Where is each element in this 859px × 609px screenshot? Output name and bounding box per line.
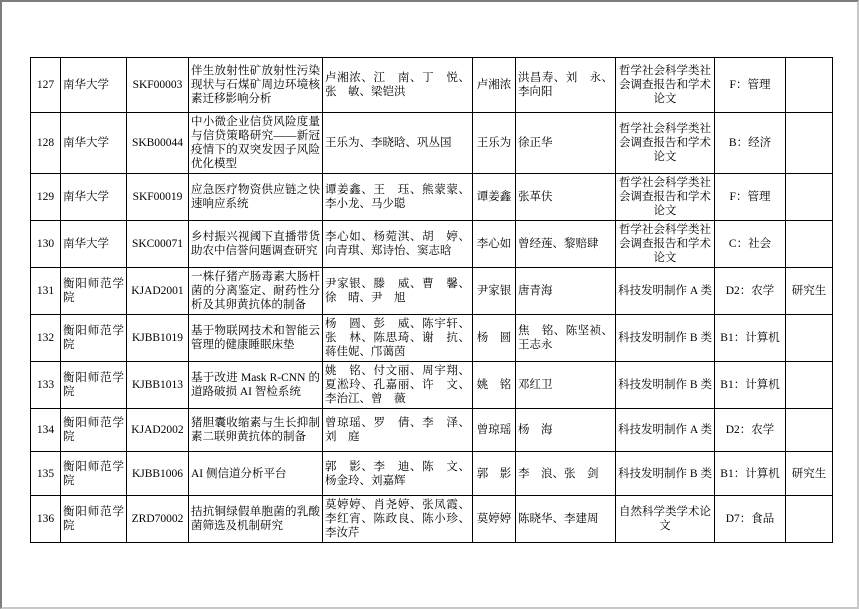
project-title-cell: AI 侧信道分析平台 — [189, 452, 323, 496]
student-type-cell — [786, 174, 833, 221]
table-row — [31, 268, 833, 315]
row-number-cell: 130 — [31, 221, 61, 268]
school-cell: 衡阳师范学院 — [61, 452, 127, 496]
row-number-cell: 134 — [31, 409, 61, 452]
team-members-cell: 谭姜鑫、王 珏、熊蒙蒙、李小龙、马少聪 — [323, 174, 473, 221]
discipline-group-cell: B1：计算机 — [715, 315, 786, 362]
student-type-cell — [786, 362, 833, 409]
table-row — [31, 174, 833, 221]
project-code-cell: KJBB1006 — [127, 452, 189, 496]
row-number-cell: 127 — [31, 58, 61, 113]
student-type-cell — [786, 113, 833, 174]
project-code-cell: SKB00044 — [127, 113, 189, 174]
discipline-group-cell: B1：计算机 — [715, 452, 786, 496]
discipline-group-cell: D7：食品 — [715, 496, 786, 543]
entry-category-cell: 哲学社会科学类社会调查报告和学术论文 — [616, 113, 715, 174]
student-type-cell — [786, 409, 833, 452]
team-leader-cell: 李心如 — [473, 221, 516, 268]
discipline-group-cell: B1：计算机 — [715, 362, 786, 409]
project-code-cell: SKF00003 — [127, 58, 189, 113]
advisors-cell: 徐正华 — [516, 113, 616, 174]
project-code-cell: KJBB1013 — [127, 362, 189, 409]
student-type-cell — [786, 315, 833, 362]
row-number-cell: 136 — [31, 496, 61, 543]
project-title-cell: 基于物联网技术和智能云管理的健康睡眠床垫 — [189, 315, 323, 362]
project-title-cell: 乡村振兴视阈下直播带货助农中信誉问题调查研究 — [189, 221, 323, 268]
discipline-group-cell: B：经济 — [715, 113, 786, 174]
entry-category-cell: 哲学社会科学类社会调查报告和学术论文 — [616, 58, 715, 113]
table-row — [31, 113, 833, 174]
project-title-cell: 拮抗铜绿假单胞菌的乳酸菌筛选及机制研究 — [189, 496, 323, 543]
project-code-cell: KJBB1019 — [127, 315, 189, 362]
team-leader-cell: 尹家银 — [473, 268, 516, 315]
project-title-cell: 一株仔猪产肠毒素大肠杆菌的分离鉴定、耐药性分析及其卵黄抗体的制备 — [189, 268, 323, 315]
row-number-cell: 129 — [31, 174, 61, 221]
project-title-cell: 中小微企业信贷风险度量与信贷策略研究——新冠疫情下的双突发因子风险优化模型 — [189, 113, 323, 174]
project-title-cell: 伴生放射性矿放射性污染现状与石煤矿周边环境核素迁移影响分析 — [189, 58, 323, 113]
project-code-cell: SKC00071 — [127, 221, 189, 268]
project-code-cell: KJAD2002 — [127, 409, 189, 452]
project-title-cell: 猪胆囊收缩素与生长抑制素二联卵黄抗体的制备 — [189, 409, 323, 452]
advisors-cell: 李 浪、张 剑 — [516, 452, 616, 496]
school-cell: 南华大学 — [61, 221, 127, 268]
advisors-cell: 洪昌寿、刘 永、李向阳 — [516, 58, 616, 113]
team-members-cell: 曾琼瑶、罗 倩、李 泽、刘 庭 — [323, 409, 473, 452]
school-cell: 南华大学 — [61, 174, 127, 221]
team-members-cell: 李心如、杨菀淇、胡 婷、向青琪、郑诗怡、窦志晗 — [323, 221, 473, 268]
school-cell: 南华大学 — [61, 58, 127, 113]
discipline-group-cell: D2：农学 — [715, 268, 786, 315]
school-cell: 衡阳师范学院 — [61, 315, 127, 362]
team-members-cell: 王乐为、李晓晗、巩丛国 — [323, 113, 473, 174]
discipline-group-cell: C：社会 — [715, 221, 786, 268]
row-number-cell: 135 — [31, 452, 61, 496]
entry-category-cell: 科技发明制作 A 类 — [616, 409, 715, 452]
table-body — [31, 58, 833, 543]
table-row — [31, 409, 833, 452]
entry-category-cell: 科技发明制作 B 类 — [616, 315, 715, 362]
student-type-cell — [786, 221, 833, 268]
team-members-cell: 尹家银、滕 威、曹 馨、徐 晴、尹 旭 — [323, 268, 473, 315]
team-leader-cell: 卢湘浓 — [473, 58, 516, 113]
advisors-cell: 唐青海 — [516, 268, 616, 315]
table-row — [31, 452, 833, 496]
table-row — [31, 58, 833, 113]
table-row — [31, 315, 833, 362]
team-leader-cell: 谭姜鑫 — [473, 174, 516, 221]
team-leader-cell: 姚 铭 — [473, 362, 516, 409]
row-number-cell: 132 — [31, 315, 61, 362]
discipline-group-cell: F：管理 — [715, 58, 786, 113]
school-cell: 衡阳师范学院 — [61, 496, 127, 543]
table-row — [31, 362, 833, 409]
project-title-cell: 应急医疗物资供应链之快速响应系统 — [189, 174, 323, 221]
advisors-cell: 陈晓华、李建周 — [516, 496, 616, 543]
team-leader-cell: 杨 圆 — [473, 315, 516, 362]
advisors-cell: 邓红卫 — [516, 362, 616, 409]
team-members-cell: 姚 铭、付文丽、周宇翔、夏淞玲、孔嘉丽、许 文、李治江、曾 薇 — [323, 362, 473, 409]
entry-category-cell: 科技发明制作 B 类 — [616, 452, 715, 496]
student-type-cell: 研究生 — [786, 452, 833, 496]
student-type-cell — [786, 496, 833, 543]
entry-category-cell: 科技发明制作 A 类 — [616, 268, 715, 315]
team-leader-cell: 曾琼瑶 — [473, 409, 516, 452]
team-leader-cell: 郭 影 — [473, 452, 516, 496]
entry-category-cell: 哲学社会科学类社会调查报告和学术论文 — [616, 174, 715, 221]
entry-category-cell: 科技发明制作 B 类 — [616, 362, 715, 409]
advisors-cell: 焦 铭、陈坚祯、王志永 — [516, 315, 616, 362]
team-leader-cell: 莫婷婷 — [473, 496, 516, 543]
team-members-cell: 卢湘浓、江 南、丁 悦、张 敏、梁铠洪 — [323, 58, 473, 113]
awards-table — [30, 57, 833, 543]
advisors-cell: 曾经莲、黎赔肆 — [516, 221, 616, 268]
entry-category-cell: 自然科学类学术论文 — [616, 496, 715, 543]
project-code-cell: ZRD70002 — [127, 496, 189, 543]
row-number-cell: 128 — [31, 113, 61, 174]
student-type-cell — [786, 58, 833, 113]
project-code-cell: KJAD2001 — [127, 268, 189, 315]
team-members-cell: 莫婷婷、肖尧婷、张凤霞、李红宵、陈政良、陈小珍、李汝芹 — [323, 496, 473, 543]
school-cell: 南华大学 — [61, 113, 127, 174]
table-row — [31, 496, 833, 543]
school-cell: 衡阳师范学院 — [61, 268, 127, 315]
discipline-group-cell: F：管理 — [715, 174, 786, 221]
row-number-cell: 133 — [31, 362, 61, 409]
school-cell: 衡阳师范学院 — [61, 409, 127, 452]
project-code-cell: SKF00019 — [127, 174, 189, 221]
advisors-cell: 张革伕 — [516, 174, 616, 221]
project-title-cell: 基于改进 Mask R-CNN 的道路破损 AI 智检系统 — [189, 362, 323, 409]
row-number-cell: 131 — [31, 268, 61, 315]
school-cell: 衡阳师范学院 — [61, 362, 127, 409]
discipline-group-cell: D2：农学 — [715, 409, 786, 452]
advisors-cell: 杨 海 — [516, 409, 616, 452]
team-members-cell: 郭 影、李 迪、陈 文、杨金玲、刘嘉辉 — [323, 452, 473, 496]
team-members-cell: 杨 圆、彭 威、陈宇轩、张 林、陈思琦、谢 抗、蒋佳妮、邝蔼茵 — [323, 315, 473, 362]
table-row — [31, 221, 833, 268]
team-leader-cell: 王乐为 — [473, 113, 516, 174]
entry-category-cell: 哲学社会科学类社会调查报告和学术论文 — [616, 221, 715, 268]
student-type-cell: 研究生 — [786, 268, 833, 315]
